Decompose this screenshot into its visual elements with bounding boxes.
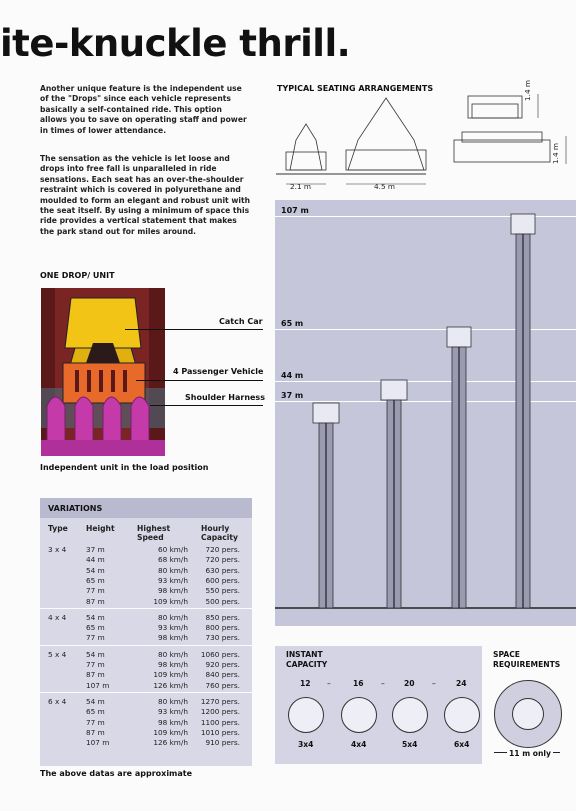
row-capacity: 500 pers. [205, 596, 240, 606]
row-height: 87 m [86, 670, 105, 680]
row-speed: 98 km/h [157, 717, 188, 727]
col-capacity: Hourly Capacity [201, 524, 238, 542]
seating-title: TYPICAL SEATING ARRANGEMENTS [277, 84, 434, 93]
row-speed: 80 km/h [157, 696, 188, 706]
row-speed: 93 km/h [157, 623, 188, 633]
height-comparison-chart [275, 200, 576, 626]
seating-dim-small: 2.1 m [290, 182, 312, 191]
ride-unit-illustration [41, 288, 165, 456]
row-height: 65 m [86, 707, 105, 717]
row-height: 87 m [86, 596, 105, 606]
label-107m: 107 m [281, 206, 309, 215]
layout-5x4-label: 5x4 [402, 740, 418, 749]
row-speed: 109 km/h [153, 596, 188, 606]
row-speed: 109 km/h [153, 670, 188, 680]
row-capacity: 850 pers. [205, 612, 240, 622]
row-capacity: 630 pers. [205, 565, 240, 575]
col-height: Height [86, 524, 115, 533]
row-capacity: 730 pers. [205, 633, 240, 643]
row-capacity: 1100 pers. [200, 717, 240, 727]
seating-dim-height-bottom: 1.4 m [551, 142, 560, 164]
row-capacity: 1200 pers. [200, 707, 240, 717]
variations-footnote: The above datas are approximate [40, 769, 193, 778]
photo-caption: Independent unit in the load position [40, 463, 209, 472]
row-height: 54 m [86, 565, 105, 575]
row-speed: 109 km/h [153, 727, 188, 737]
label-44m: 44 m [281, 371, 304, 380]
row-capacity: 840 pers. [205, 670, 240, 680]
row-height: 54 m [86, 612, 105, 622]
row-capacity: 760 pers. [205, 680, 240, 690]
label-37m: 37 m [281, 391, 304, 400]
space-size: 11 m only [509, 749, 551, 758]
row-height: 77 m [86, 717, 105, 727]
intro-paragraph-1: Another unique feature is the independent use of the "Drops" since each vehicle represents basically a self-contained ride. This option allows you to save on operating staff and power in times of lower attendance. [40, 84, 247, 135]
row-height: 54 m [86, 696, 105, 706]
row-capacity: 1270 pers. [200, 696, 240, 706]
vehicle-leader-line [136, 380, 263, 381]
harness-leader-line [150, 405, 263, 406]
space-requirements-title: SPACE REQUIREMENTS [493, 650, 561, 669]
row-capacity: 920 pers. [205, 660, 240, 669]
capacity-dash-1: – [327, 679, 331, 688]
capacity-dash-2: – [381, 679, 385, 688]
row-speed: 93 km/h [157, 707, 188, 717]
tower-44m [381, 380, 407, 608]
row-height: 87 m [86, 727, 105, 737]
col-speed: Highest Speed [137, 524, 171, 542]
seating-diagram [276, 92, 576, 196]
row-speed: 98 km/h [157, 586, 188, 596]
capacity-12: 12 [300, 679, 311, 688]
row-capacity: 1060 pers. [200, 649, 240, 659]
capacity-dash-3: – [432, 679, 436, 688]
intro-paragraph-2: The sensation as the vehicle is let loose and drops into free fall is unparalleled in ride sensations. Each seat has an over-the-shoulder restraint which is covered in polyurethane and moulded to form an elegant and robust unit with the seat itself. By using a minimum of space this ride provides a vertical statement that makes the park stand out for miles around. [40, 154, 250, 236]
ride-unit-photo [41, 288, 165, 456]
catch-car-leader-line [125, 329, 263, 330]
variation-type: 3 x 4 [48, 545, 67, 554]
tower-107m [511, 214, 535, 608]
row-height: 77 m [86, 586, 105, 596]
row-capacity: 550 pers. [205, 586, 240, 596]
layout-6x4-icon [444, 697, 480, 733]
variation-type: 4 x 4 [48, 612, 67, 622]
instant-capacity-title: INSTANT CAPACITY [286, 650, 328, 669]
capacity-24: 24 [456, 679, 467, 688]
row-height: 54 m [86, 649, 105, 659]
group-divider [40, 608, 252, 609]
space-footprint-inner-icon [512, 698, 544, 730]
row-capacity: 720 pers. [205, 555, 240, 565]
label-65m: 65 m [281, 319, 304, 328]
headline: ite-knuckle thrill. [0, 22, 351, 65]
row-capacity: 800 pers. [205, 623, 240, 633]
tower-drawings [275, 200, 576, 626]
layout-5x4-icon [392, 697, 428, 733]
row-height: 65 m [86, 575, 105, 585]
variation-type: 5 x 4 [48, 649, 67, 659]
variation-type: 6 x 4 [48, 696, 67, 706]
row-capacity: 910 pers. [205, 738, 240, 748]
row-height: 107 m [86, 738, 110, 748]
capacity-16: 16 [353, 679, 364, 688]
row-speed: 93 km/h [157, 575, 188, 585]
row-speed: 126 km/h [153, 680, 188, 690]
row-height: 44 m [86, 555, 105, 565]
tower-65m [447, 327, 471, 608]
callout-shoulder-harness: Shoulder Harness [185, 393, 265, 402]
row-speed: 80 km/h [157, 649, 188, 659]
row-capacity: 720 pers. [205, 545, 240, 554]
layout-4x4-icon [341, 697, 377, 733]
row-height: 107 m [86, 680, 110, 690]
variations-header [40, 498, 252, 518]
one-drop-title: ONE DROP/ UNIT [40, 271, 115, 280]
seating-dim-height-top: 1.4 m [523, 79, 532, 101]
variations-title: VARIATIONS [48, 504, 103, 513]
callout-catch-car: Catch Car [219, 317, 263, 326]
row-speed: 80 km/h [157, 612, 188, 622]
row-height: 37 m [86, 545, 105, 554]
seating-dim-large: 4.5 m [374, 182, 396, 191]
row-speed: 80 km/h [157, 565, 188, 575]
capacity-20: 20 [404, 679, 415, 688]
group-divider [40, 692, 252, 693]
layout-6x4-label: 6x4 [454, 740, 470, 749]
tower-37m [313, 403, 339, 608]
layout-3x4-label: 3x4 [298, 740, 314, 749]
row-height: 77 m [86, 633, 105, 643]
row-height: 65 m [86, 623, 105, 633]
col-type: Type [48, 524, 68, 533]
row-speed: 68 km/h [157, 555, 188, 565]
group-divider [40, 645, 252, 646]
layout-3x4-icon [288, 697, 324, 733]
layout-4x4-label: 4x4 [351, 740, 367, 749]
row-capacity: 1010 pers. [200, 727, 240, 737]
row-capacity: 600 pers. [205, 575, 240, 585]
row-speed: 126 km/h [153, 738, 188, 748]
row-speed: 98 km/h [157, 633, 188, 643]
row-height: 77 m [86, 660, 105, 669]
row-speed: 60 km/h [157, 545, 188, 554]
row-speed: 98 km/h [157, 660, 188, 669]
callout-passenger-vehicle: 4 Passenger Vehicle [173, 367, 264, 376]
